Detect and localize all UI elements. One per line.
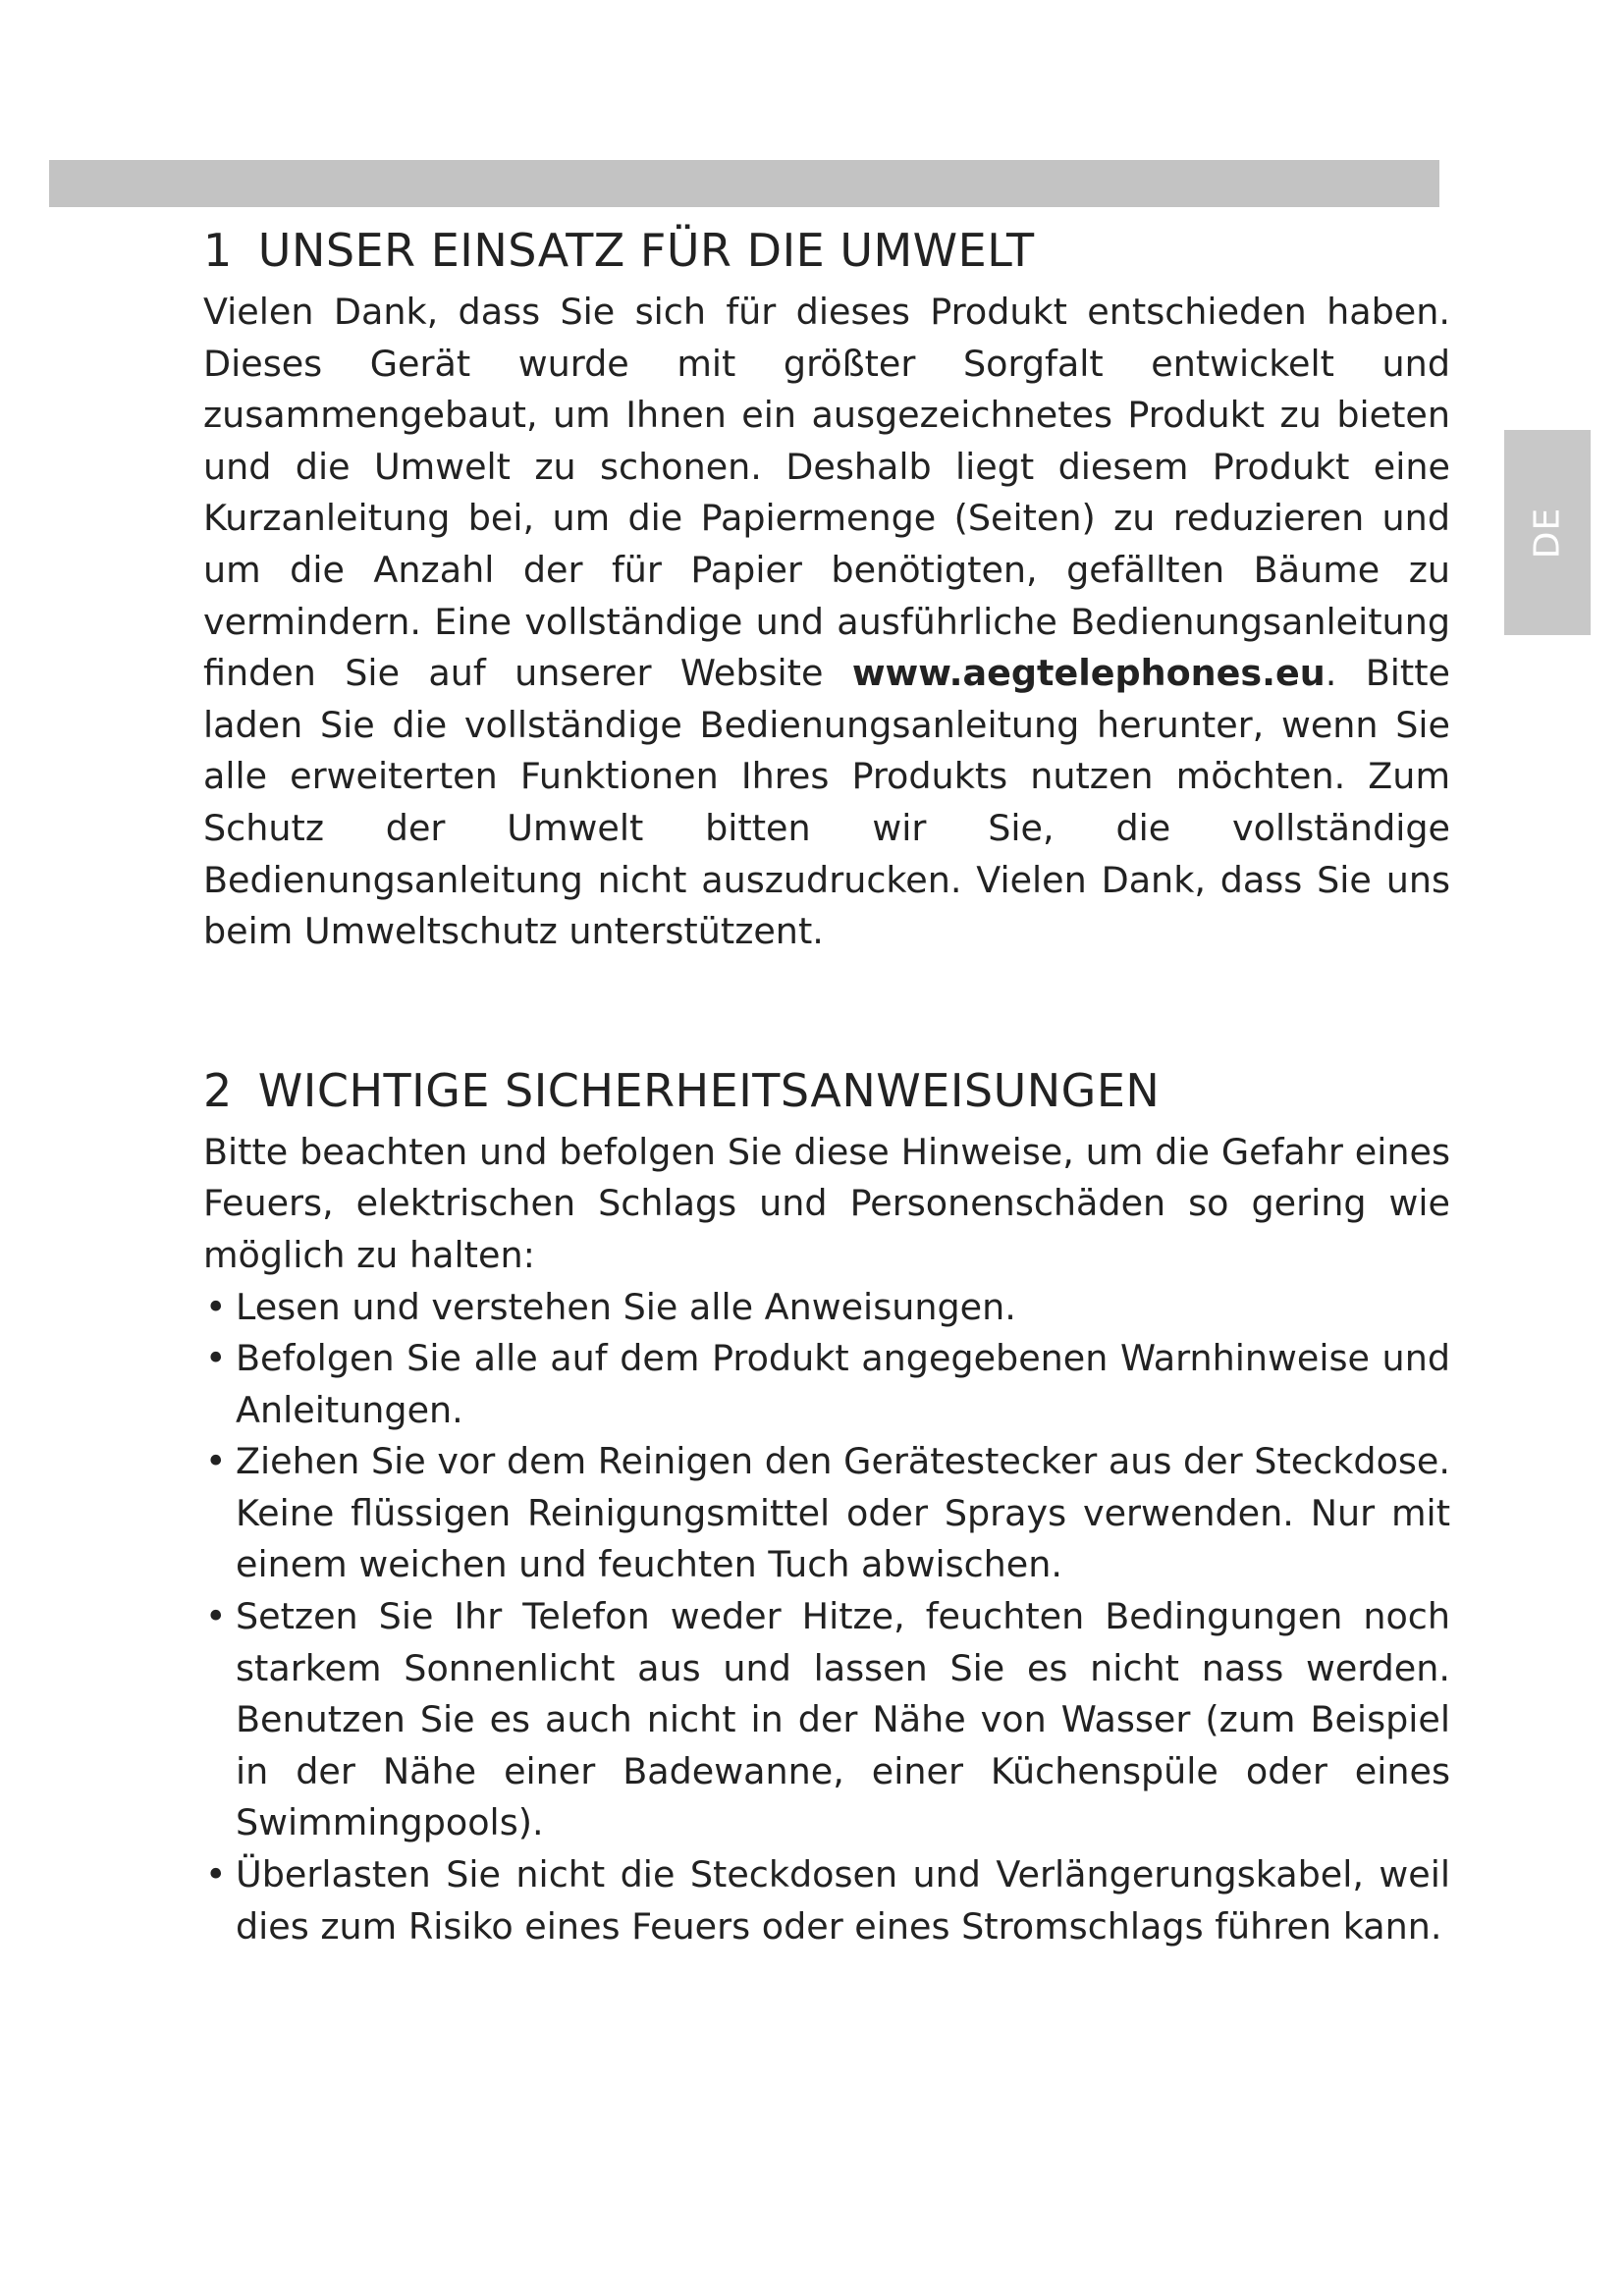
list-item: • Überlasten Sie nicht die Steckdosen und Verlängerungskabel, weil dies zum Risiko eines Feuers oder eines Stromschlags führen kann.	[203, 1849, 1450, 1952]
list-item: • Setzen Sie Ihr Telefon weder Hitze, feuchten Bedingungen noch starkem Sonnenlicht aus und lassen Sie es nicht nass werden. Benutzen Sie es auch nicht in der Nähe von Wasser (zum Beispiel in der Nähe einer Badewanne, einer Küchenspüle oder eines Swimmingpools).	[203, 1591, 1450, 1849]
language-tab-label: DE	[1527, 507, 1568, 559]
language-tab	[1504, 430, 1591, 635]
list-item: • Befolgen Sie alle auf dem Produkt angegebenen Warnhinweise und Anleitungen.	[203, 1333, 1450, 1436]
list-item: • Lesen und verstehen Sie alle Anweisungen.	[203, 1282, 1450, 1334]
section-1-text-start: Vielen Dank, dass Sie sich für dieses Produkt entschieden haben. Dieses Gerät wurde mit größter Sorgfalt entwickelt und zusammengebaut, um Ihnen ein ausgezeichnetes Produkt zu bieten und die Umwelt zu schonen. Deshalb liegt diesem Produkt eine Kurzanleitung bei, um die Papiermenge (Seiten) zu reduzieren und um die Anzahl der für Papier benötigten, gefällten Bäume zu vermindern. Eine vollständige und ausführliche Bedienungsanleitung finden Sie auf unserer Website	[203, 291, 1450, 695]
section-2-title: WICHTIGE SICHERHEITSANWEISUNGEN	[257, 1063, 1161, 1117]
section-2-intro: Bitte beachten und befolgen Sie diese Hinweise, um die Gefahr eines Feuers, elektrischen Schlags und Personenschäden so gering wie möglich zu halten:	[203, 1130, 1450, 1276]
section-2-heading	[203, 1064, 1450, 1117]
section-1-paragraph	[203, 287, 1450, 958]
list-item: • Ziehen Sie vor dem Reinigen den Gerätestecker aus der Steckdose. Keine flüssigen Reinigungsmittel oder Sprays verwenden. Nur mit einem weichen und feuchten Tuch abwischen.	[203, 1436, 1450, 1591]
section-1-number: 1	[203, 224, 233, 277]
section-environment	[203, 224, 1450, 958]
section-safety	[203, 1064, 1450, 1953]
section-1-heading	[203, 224, 1450, 277]
header-bar	[49, 160, 1439, 207]
safety-list	[203, 1282, 1450, 1953]
website-link[interactable]: www.aegtelephones.eu	[851, 652, 1326, 695]
section-1-title: UNSER EINSATZ FÜR DIE UMWELT	[257, 224, 1035, 277]
page-content	[203, 224, 1450, 1952]
section-1-text-end: . Bitte laden Sie die vollständige Bedienungsanleitung herunter, wenn Sie alle erweiterten Funktionen Ihres Produkts nutzen möchten. Zum Schutz der Umwelt bitten wir Sie, die vollständige Bedienungsanleitung nicht auszudrucken. Vielen Dank, dass Sie uns beim Umweltschutz unterstützent.	[203, 652, 1450, 953]
section-2-number: 2	[203, 1063, 233, 1117]
